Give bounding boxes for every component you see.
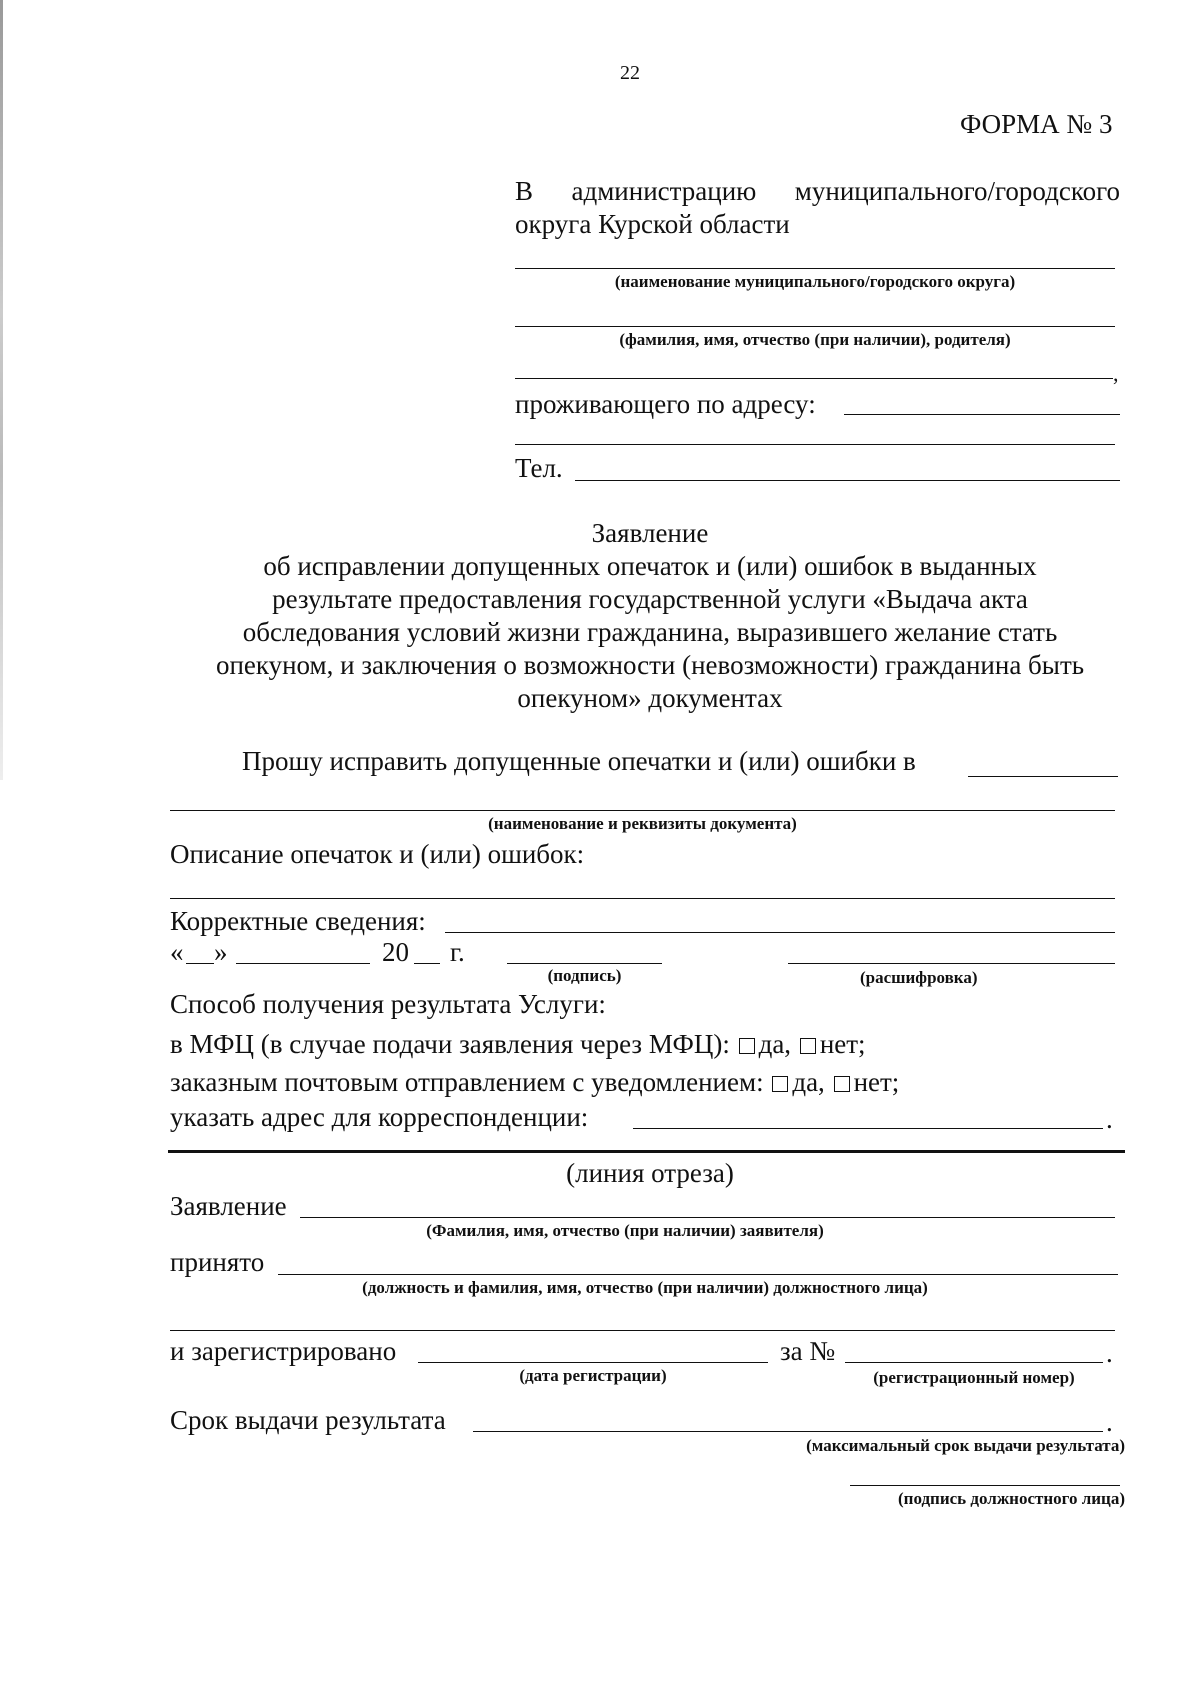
page-number: 22 [620, 62, 640, 84]
caption-applicant: (Фамилия, имя, отчество (при наличии) заявителя) [426, 1221, 824, 1240]
phone-label: Тел. [515, 453, 563, 483]
address-line-2[interactable] [515, 444, 1115, 445]
mail-option-label: заказным почтовым отправлением с уведомлением: [170, 1067, 764, 1097]
number-label: за № [780, 1336, 836, 1366]
period: . [1106, 1104, 1113, 1134]
parent-name-line[interactable] [515, 326, 1115, 327]
cut-line [168, 1150, 1125, 1153]
title-line-1: об исправлении допущенных опечаток и (или) ошибок в выданных [263, 551, 1037, 581]
mfc-no-label: нет; [819, 1029, 866, 1059]
caption-official: (должность и фамилия, имя, отчество (при наличии) должностного лица) [362, 1278, 928, 1297]
registration-number-line[interactable] [845, 1362, 1103, 1363]
recipient-line-2: округа Курской области [515, 209, 790, 239]
municipality-line[interactable] [515, 268, 1115, 269]
caption-official-signature: (подпись должностного лица) [897, 1489, 1125, 1508]
correspondence-line[interactable] [633, 1128, 1103, 1129]
caption-municipality: (наименование муниципального/городского округа) [614, 272, 1016, 291]
date-close: » [214, 937, 228, 967]
day-line[interactable] [186, 963, 214, 964]
registered-label: и зарегистрировано [170, 1336, 397, 1366]
title-line-4: опекуном, и заключения о возможности (невозможности) гражданина быть [215, 650, 1085, 680]
correspondence-label: указать адрес для корреспонденции: [170, 1102, 589, 1132]
signature-line[interactable] [507, 963, 662, 964]
address-line[interactable] [844, 414, 1120, 415]
errors-label: Описание опечаток и (или) ошибок: [170, 839, 585, 869]
address-label: проживающего по адресу: [515, 389, 816, 419]
correct-label: Корректные сведения: [170, 906, 426, 936]
parent-name-line-2[interactable] [515, 378, 1113, 379]
errors-line[interactable] [170, 898, 1115, 899]
document-line[interactable] [170, 810, 1115, 811]
title-line-3: обследования условий жизни гражданина, выразившего желание стать [242, 617, 1058, 647]
title-line-2: результате предоставления государственной услуги «Выдача акта [272, 584, 1028, 614]
official-line[interactable] [278, 1274, 1118, 1275]
decoding-line[interactable] [788, 963, 1115, 964]
caption-document: (наименование и реквизиты документа) [488, 814, 797, 833]
applicant-line[interactable] [300, 1217, 1115, 1218]
request-line[interactable] [968, 776, 1118, 777]
form-number: ФОРМА № 3 [960, 109, 1113, 139]
mfc-yes-checkbox[interactable] [739, 1038, 755, 1054]
mail-no-label: нет; [853, 1067, 900, 1097]
caption-decoding: (расшифровка) [860, 968, 978, 987]
month-line[interactable] [236, 963, 370, 964]
mail-yes-checkbox[interactable] [772, 1076, 788, 1092]
year-suffix: г. [450, 937, 465, 967]
deadline-label: Срок выдачи результата [170, 1405, 446, 1435]
deadline-line[interactable] [473, 1431, 1103, 1432]
mail-no-checkbox[interactable] [834, 1076, 850, 1092]
mail-option-row [170, 1066, 899, 1098]
mail-yes-label: да, [792, 1067, 825, 1097]
official-signature-line[interactable] [850, 1485, 1120, 1486]
title-line-5: опекуном» документах [517, 683, 783, 713]
period-2: . [1106, 1338, 1113, 1368]
recipient-line-1: В администрацию муниципального/городского [515, 176, 1120, 206]
request-text: Прошу исправить допущенные опечатки и (или) ошибки в [242, 746, 916, 776]
correct-line[interactable] [445, 932, 1115, 933]
phone-line[interactable] [575, 480, 1120, 481]
caption-signature: (подпись) [547, 966, 622, 985]
official-line-2[interactable] [170, 1330, 1115, 1331]
title-heading: Заявление [591, 518, 709, 548]
mfc-option-label: в МФЦ (в случае подачи заявления через МФЦ): [170, 1029, 730, 1059]
method-label: Способ получения результата Услуги: [170, 989, 606, 1019]
caption-number: (регистрационный номер) [873, 1368, 1075, 1387]
accepted-label: принято [170, 1247, 265, 1277]
caption-deadline: (максимальный срок выдачи результата) [806, 1436, 1125, 1455]
mfc-option-row [170, 1028, 866, 1060]
cut-label: (линия отреза) [566, 1158, 734, 1188]
date-open: « [170, 937, 184, 967]
mfc-no-checkbox[interactable] [800, 1038, 816, 1054]
registration-date-line[interactable] [418, 1362, 768, 1363]
comma: , [1113, 361, 1119, 386]
caption-parent: (фамилия, имя, отчество (при наличии), родителя) [619, 330, 1011, 349]
year-prefix: 20 [382, 937, 409, 967]
mfc-yes-label: да, [758, 1029, 792, 1059]
period-3: . [1106, 1407, 1113, 1437]
year-line[interactable] [414, 963, 440, 964]
caption-date: (дата регистрации) [519, 1366, 667, 1385]
statement-label: Заявление [170, 1191, 287, 1221]
